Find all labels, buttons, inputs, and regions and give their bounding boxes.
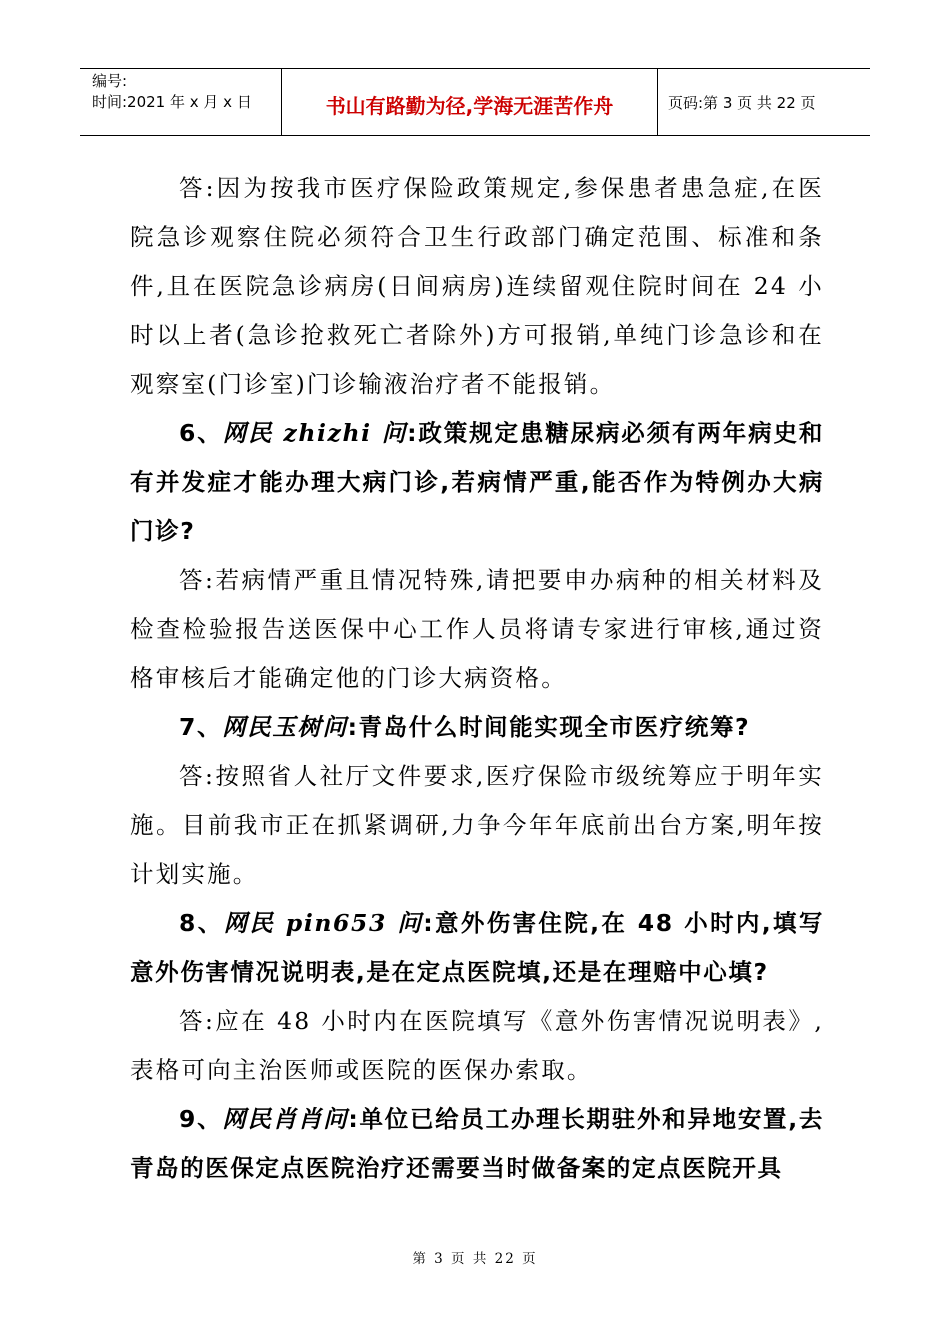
question-9 — [130, 1095, 824, 1193]
answer-5: 答:因为按我市医疗保险政策规定,参保患者患急症,在医院急诊观察住院必须符合卫生行政部门确定范围、标准和条件,且在医院急诊病房(日间病房)连续留观住院时间在 24 小时以上者(急诊抢救死亡者除外)方可报销,单纯门诊急诊和在观察室(门诊室)门诊输液治疗者不能报销。 — [130, 174, 824, 398]
answer-6: 答:若病情严重且情况特殊,请把要申办病种的相关材料及检查检验报告送医保中心工作人员将请专家进行审核,通过资格审核后才能确定他的门诊大病资格。 — [130, 566, 824, 692]
question-9-number: 9、 — [179, 1105, 223, 1133]
question-6-text: :政策规定患糖尿病必须有两年病史和有并发症才能办理大病门诊,若病情严重,能否作为特例办大病门诊? — [130, 419, 824, 545]
question-6-asker: 网民 zhizhi 问 — [222, 419, 408, 447]
question-6 — [130, 409, 824, 556]
header-time-label: 时间:2021 年 x 月 x 日 — [92, 93, 252, 111]
question-8-text: :意外伤害住院,在 48 小时内,填写意外伤害情况说明表,是在定点医院填,还是在理赔中心填? — [130, 909, 824, 986]
page-footer: 第 3 页 共 22 页 — [412, 1251, 538, 1267]
question-9-text: :单位已给员工办理长期驻外和异地安置,去青岛的医保定点医院治疗还需要当时做备案的定点医院开具 — [130, 1105, 825, 1182]
question-7-number: 7、 — [179, 713, 223, 741]
question-6-number: 6、 — [179, 419, 223, 447]
question-8-asker: 网民 pin653 问 — [223, 909, 424, 937]
answer-7: 答:按照省人社厅文件要求,医疗保险市级统筹应于明年实施。目前我市正在抓紧调研,力争今年年底前出台方案,明年按计划实施。 — [130, 762, 824, 888]
question-8-number: 8、 — [179, 909, 224, 937]
question-7-asker: 网民玉树问 — [222, 713, 348, 741]
document-body — [130, 164, 824, 1193]
answer-8: 答:应在 48 小时内在医院填写《意外伤害情况说明表》,表格可向主治医师或医院的医保办索取。 — [130, 1007, 824, 1084]
question-8 — [130, 899, 824, 997]
question-9-asker: 网民肖肖问 — [222, 1105, 349, 1133]
document-header — [80, 68, 870, 136]
header-number-label: 编号: — [92, 72, 128, 90]
header-page-info: 页码:第 3 页 共 22 页 — [668, 93, 816, 112]
question-7 — [130, 703, 824, 752]
header-motto: 书山有路勤为径,学海无涯苦作舟 — [282, 69, 658, 135]
header-meta — [80, 69, 282, 135]
question-7-text: :青岛什么时间能实现全市医疗统筹? — [347, 713, 751, 741]
